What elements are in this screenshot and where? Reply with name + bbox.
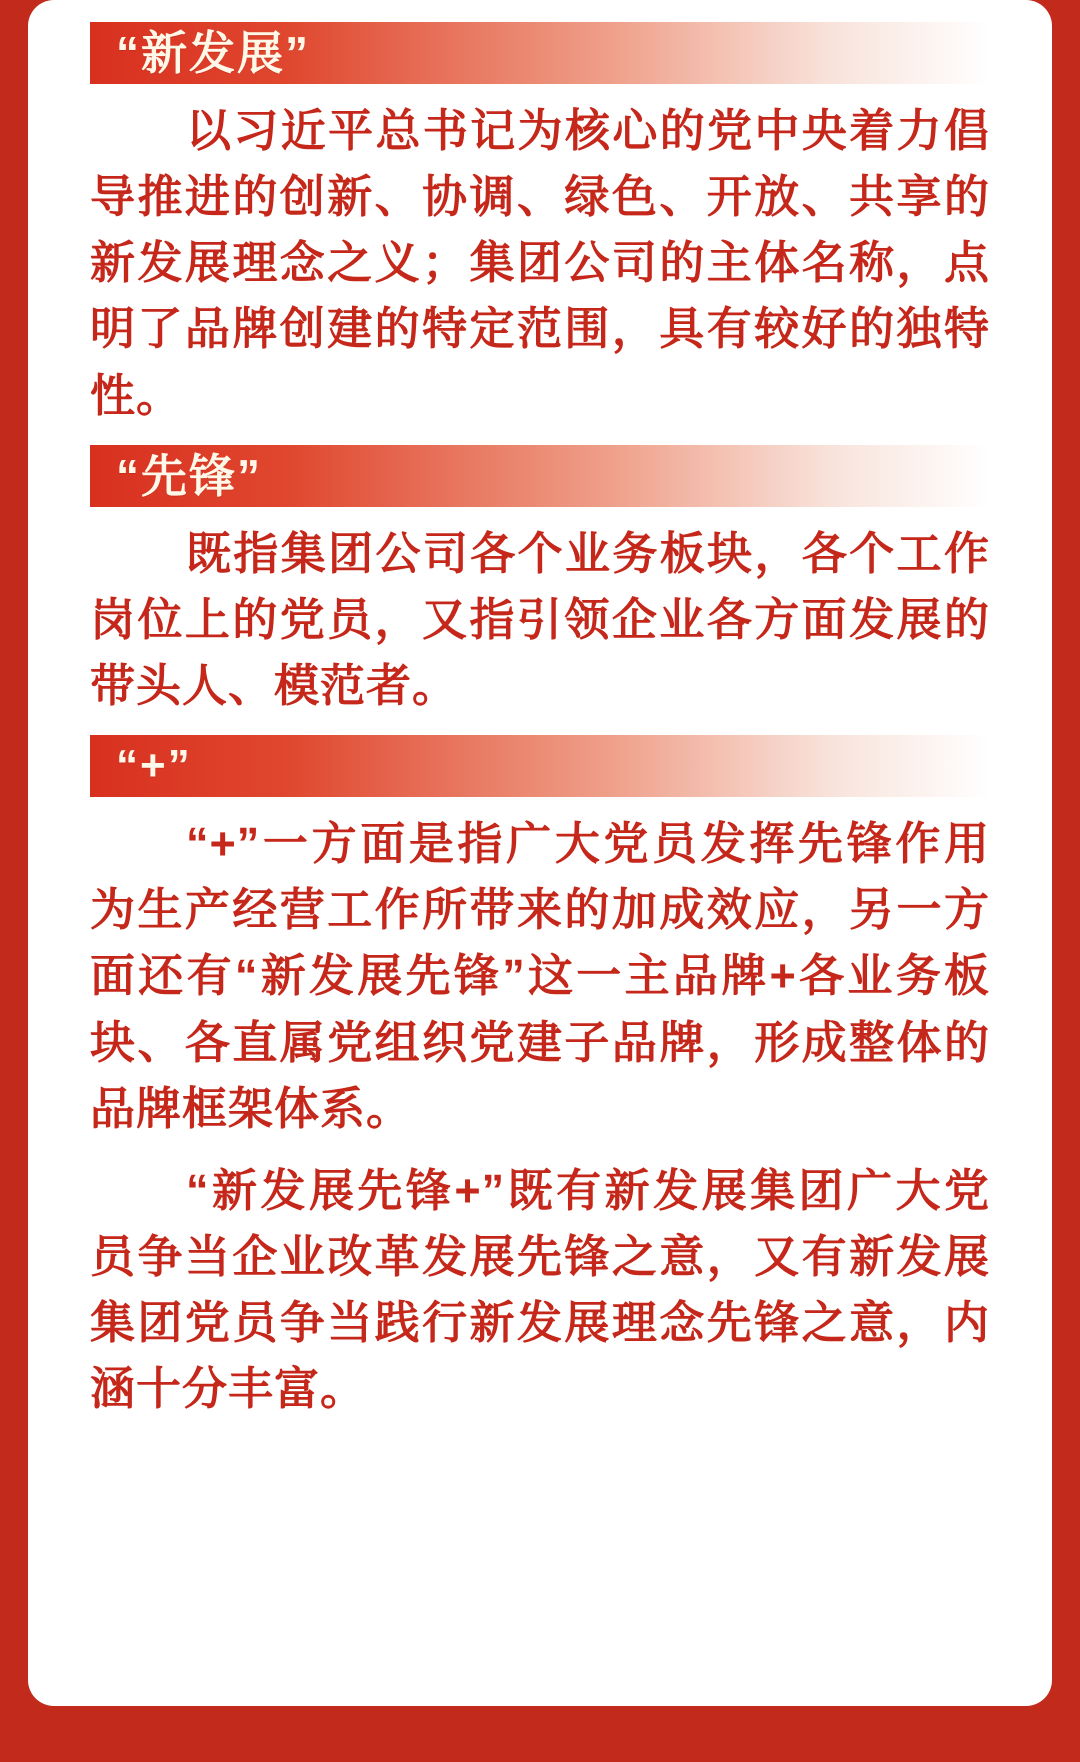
section-paragraph: 以习近平总书记为核心的党中央着力倡导推进的创新、协调、绿色、开放、共享的新发展理念之义；集团公司的主体名称，点明了品牌创建的特定范围，具有较好的独特性。 [90, 105, 990, 421]
section-paragraph: “+”一方面是指广大党员发挥先锋作用为生产经营工作所带来的加成效应，另一方面还有“新发展先锋”这一主品牌+各业务板块、各直属党组织党建子品牌，形成整体的品牌框架体系。 [90, 818, 990, 1134]
section-paragraph: “新发展先锋+”既有新发展集团广大党员争当企业改革发展先锋之意，又有新发展集团党员争当践行新发展理念先锋之意，内涵十分丰富。 [90, 1164, 990, 1415]
section-spacer [28, 725, 1052, 735]
section-heading-banner [90, 445, 990, 507]
section-paragraph: 既指集团公司各个业务板块，各个工作岗位上的党员，又指引领企业各方面发展的带头人、模范者。 [90, 527, 990, 711]
section-spacer [28, 435, 1052, 445]
section-heading-label: “新发展” [116, 27, 310, 79]
section-vanguard [28, 445, 1052, 719]
section-heading-banner [90, 22, 990, 84]
content-card [28, 0, 1052, 1706]
section-heading-label: “+” [116, 741, 192, 791]
section-heading-banner [90, 735, 990, 797]
section-heading-label: “先锋” [116, 449, 262, 502]
section-plus [28, 735, 1052, 1422]
section-new-development [28, 22, 1052, 429]
